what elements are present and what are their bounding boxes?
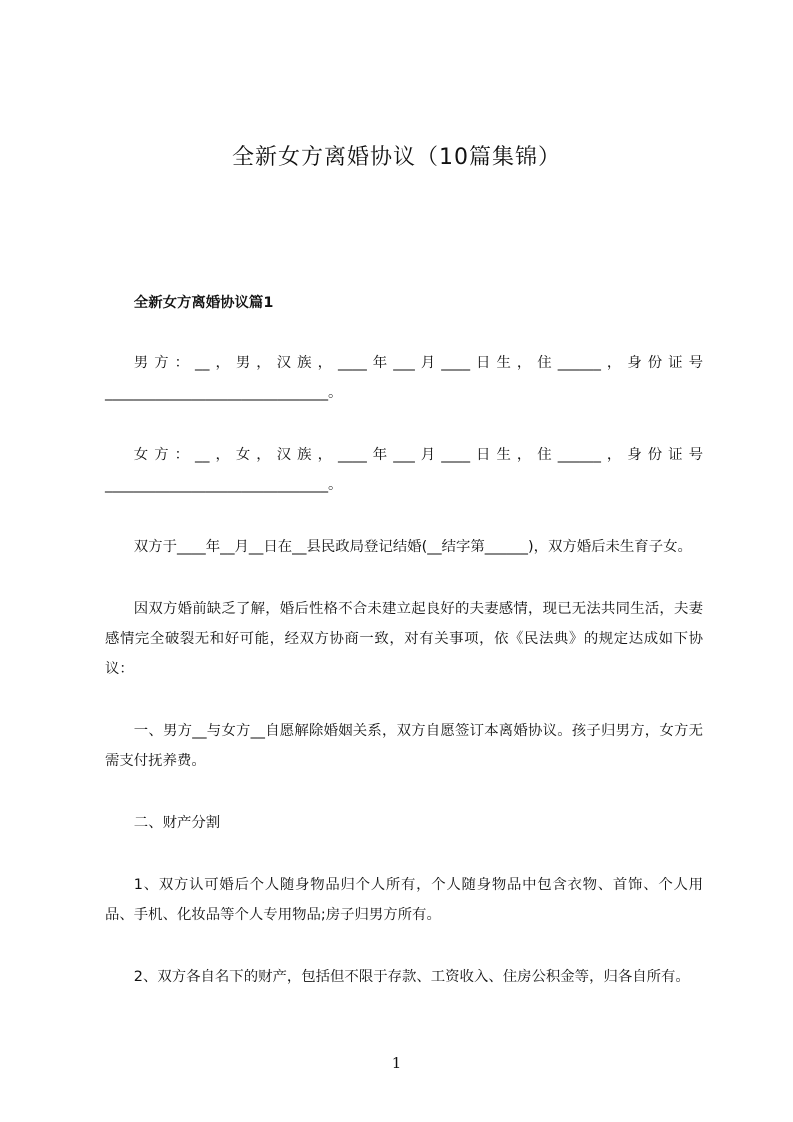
clause-2-heading: 二、财产分割	[133, 815, 221, 831]
document-body	[105, 288, 703, 1024]
clause-1-divorce: 一、男方__与女方__自愿解除婚姻关系，双方自愿签订本离婚协议。孩子归男方，女方无需支付抚养费。	[105, 723, 703, 769]
clause-2-item-2: 2、双方各自名下的财产，包括但不限于存款、工资收入、住房公积金等，归各自所有。	[133, 969, 690, 985]
paragraph-female-party: 女方：__，女，汉族，____年___月____日生，住______，身份证号_______________________________。	[105, 447, 703, 493]
paragraph-reason: 因双方婚前缺乏了解，婚后性格不合未建立起良好的夫妻感情，现已无法共同生活，夫妻感情完全破裂无和好可能，经双方协商一致，对有关事项，依《民法典》的规定达成如下协议：	[105, 601, 703, 677]
paragraph-marriage-registration: 双方于____年__月__日在__县民政局登记结婚(__结字第______)，双方婚后未生育子女。	[133, 539, 692, 555]
section-heading: 全新女方离婚协议篇1	[133, 295, 274, 311]
document-title: 全新女方离婚协议（10篇集锦）	[232, 145, 561, 170]
paragraph-male-party: 男方：__，男，汉族，____年___月____日生，住______，身份证号_______________________________。	[105, 355, 703, 401]
page-number: 1	[391, 1054, 402, 1072]
clause-2-item-1: 1、双方认可婚后个人随身物品归个人所有，个人随身物品中包含衣物、首饰、个人用品、手机、化妆品等个人专用物品;房子归男方所有。	[105, 877, 703, 923]
